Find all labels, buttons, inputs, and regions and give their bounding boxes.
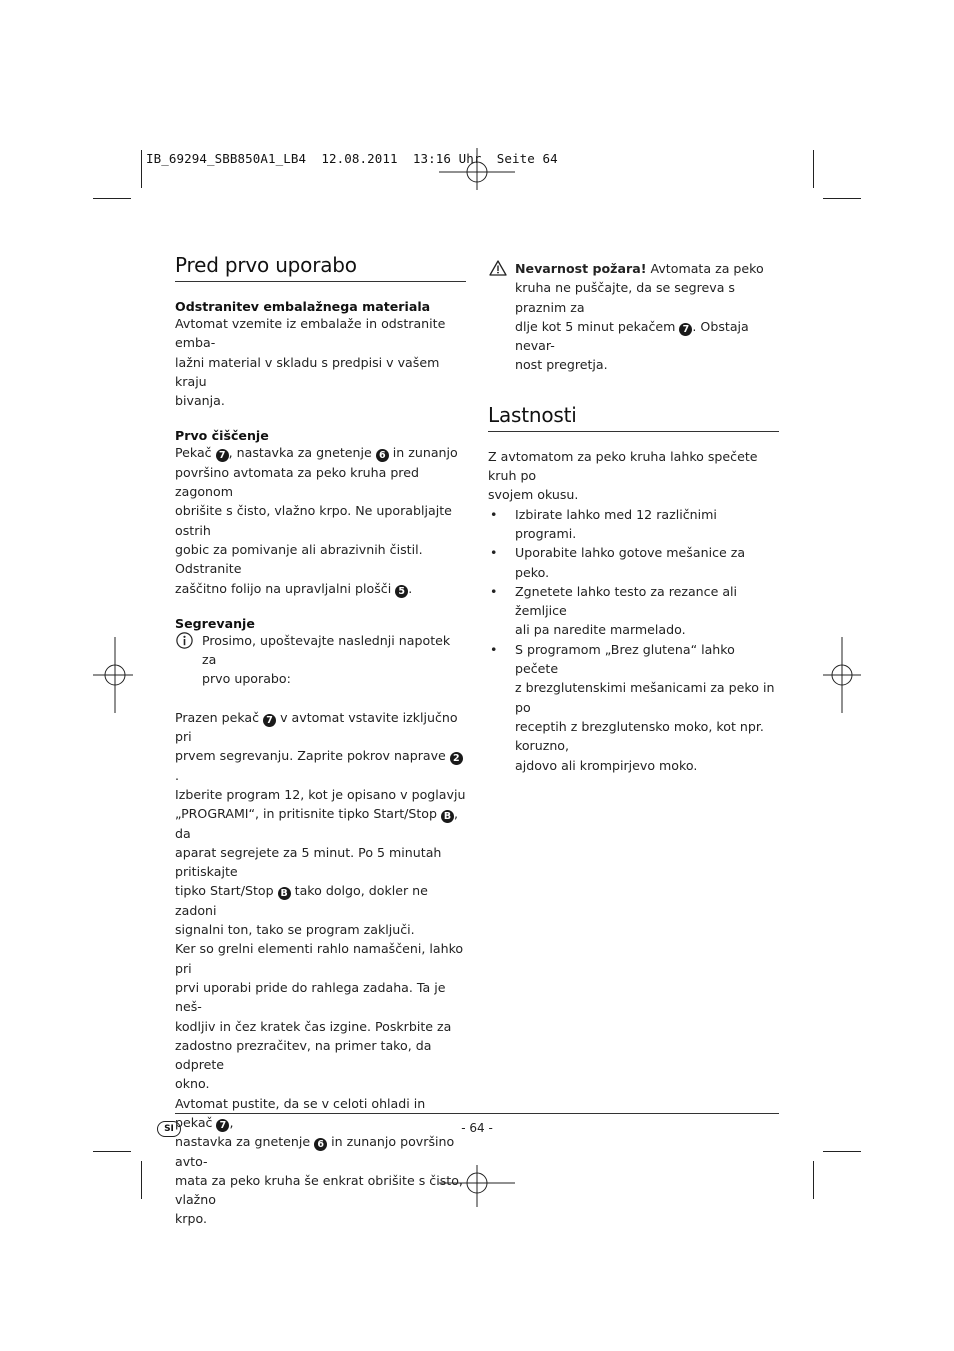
text-line: okno. (175, 1076, 210, 1092)
warning-label: Nevarnost požara! (515, 261, 647, 276)
print-header: IB_69294_SBB850A1_LB4 12.08.2011 13:16 Uhr Seite 64 (146, 151, 558, 166)
text-line: Avtomat vzemite iz embalaže in odstranite emba- (175, 316, 446, 351)
text-line: obrišite s čisto, vlažno krpo. Ne uporabljajte ostrih (175, 503, 452, 538)
paragraph (175, 443, 466, 597)
part-marker-6: 6 (376, 449, 389, 462)
page-number: - 64 - (461, 1121, 493, 1135)
crop-mark (93, 198, 131, 199)
text-line: svojem okusu. (488, 487, 579, 503)
part-marker-5: 5 (395, 585, 408, 598)
crop-mark (141, 150, 142, 188)
part-marker-7: 7 (263, 714, 276, 727)
registration-mark-icon (93, 637, 169, 713)
text-line: nost pregretja. (515, 357, 608, 373)
footer-rule (175, 1113, 779, 1114)
heading-rule (175, 281, 466, 282)
text-line: Prazen pekač 7 v avtomat vstavite izključno pri (175, 709, 458, 745)
text-line: ajdovo ali krompirjevo moko. (515, 757, 698, 773)
part-marker-B: B (441, 810, 454, 823)
section-heading: Pred prvo uporabo (175, 253, 357, 277)
part-marker-7: 7 (216, 449, 229, 462)
bullet: • (490, 583, 498, 599)
text-line: zadostno prezračitev, na primer tako, da odprete (175, 1037, 432, 1073)
text-line: tipko Start/Stop B tako dolgo, dokler ne zadoni (175, 883, 428, 918)
text-line: zaščitno folijo na upravljalni plošči 5 . (175, 580, 413, 597)
text-line: Ker so grelni elementi rahlo namaščeni, lahko pri (175, 941, 464, 976)
text-line: Z avtomatom za peko kruha lahko spečete kruh po (488, 448, 758, 484)
paragraph (175, 708, 466, 1229)
heading-rule (488, 431, 779, 432)
text-line: ali pa naredite marmelado. (515, 622, 686, 638)
info-icon (176, 632, 193, 649)
part-marker-7: 7 (216, 1119, 229, 1132)
warning-triangle-icon (489, 260, 507, 276)
text-line: Uporabite lahko gotove mešanice za peko. (515, 545, 746, 580)
language-badge: SI (157, 1121, 181, 1137)
part-marker-7: 7 (679, 323, 692, 336)
text-line: nastavka za gnetenje 6 in zunanjo površino avto- (175, 1134, 455, 1169)
subsection-heating (175, 616, 466, 1229)
text-line: gobic za pomivanje ali abrazivnih čistil. Odstranite (175, 541, 423, 577)
paragraph (175, 314, 466, 410)
registration-mark-icon (439, 134, 515, 210)
text-line: lažni material v skladu s predpisi v vašem kraju (175, 354, 440, 389)
subsection-unpacking (175, 299, 466, 410)
text-line: prvi uporabi pride do rahlega zadaha. Ta je neš- (175, 979, 446, 1015)
text-line: receptih z brezglutensko moko, kot npr. koruzno, (515, 718, 764, 754)
section-heading: Lastnosti (488, 402, 577, 427)
list-item (488, 640, 779, 775)
text-line: Pekač 7 , nastavka za gnetenje 6 in zunanjo (175, 445, 458, 462)
text-line: aparat segrejete za 5 minut. Po 5 minutah pritiskajte (175, 844, 442, 880)
text-line: dlje kot 5 minut pekačem 7 . Obstaja nevar- (515, 318, 749, 354)
text-line: Prosimo, upoštevajte naslednji napotek za (202, 632, 451, 668)
crop-mark (823, 198, 861, 199)
crop-mark (823, 1151, 861, 1152)
warning-note (488, 259, 779, 375)
list-item (488, 505, 779, 544)
subsection-title: Prvo čiščenje (175, 428, 269, 444)
text-line: Avtomat pustite, da se v celoti ohladi in pekač 7 , (175, 1095, 426, 1131)
info-note (175, 631, 466, 689)
subsection-cleaning (175, 428, 466, 597)
crop-mark (813, 1161, 814, 1199)
subsection-title: Odstranitev embalažnega materiala (175, 299, 431, 314)
text-line: prvo uporabo: (202, 671, 291, 687)
crop-mark (141, 1161, 142, 1199)
bullet: • (490, 506, 498, 522)
text-line: kruha ne puščajte, da se segreva s praznim za (515, 280, 735, 315)
text-line: Izberite program 12, kot je opisano v poglavju (175, 786, 466, 802)
bullet: • (490, 545, 498, 561)
text-line: Izbirate lahko med 12 različnimi programi. (515, 506, 717, 541)
text-line: signalni ton, tako se program zaključi. (175, 922, 415, 938)
text-line: z brezglutenskimi mešanicami za peko in po (515, 680, 775, 715)
text-line: površino avtomata za peko kruha pred zagonom (175, 464, 419, 500)
text-line: kodljiv in čez kratek čas izgine. Poskrbite za (175, 1018, 452, 1034)
part-marker-6: 6 (314, 1138, 327, 1151)
text-line: bivanja. (175, 393, 225, 409)
list-item (488, 582, 779, 640)
paragraph (488, 447, 779, 775)
text-line: Nevarnost požara! Avtomata za peko (515, 261, 764, 276)
text-line: mata za peko kruha še enkrat obrišite s čisto, vlažno (175, 1172, 463, 1208)
list-item (488, 543, 779, 582)
bullet: • (490, 641, 498, 657)
left-column (175, 253, 466, 1229)
subsection-title: Segrevanje (175, 615, 255, 631)
text-line: krpo. (175, 1211, 207, 1227)
part-marker-B: B (278, 887, 291, 900)
crop-mark (813, 150, 814, 188)
crop-mark (93, 1151, 131, 1152)
text-line: S programom „Brez glutena“ lahko pečete (515, 641, 735, 677)
part-marker-2: 2 (450, 752, 463, 765)
text-line: „PROGRAMI“, in pritisnite tipko Start/Stop B , da (175, 806, 459, 841)
text-line: prvem segrevanju. Zaprite pokrov naprave 2. (175, 746, 466, 785)
text-line: Zgnetete lahko testo za rezance ali žemljice (515, 583, 738, 619)
right-column (488, 259, 779, 775)
registration-mark-icon (823, 637, 899, 713)
